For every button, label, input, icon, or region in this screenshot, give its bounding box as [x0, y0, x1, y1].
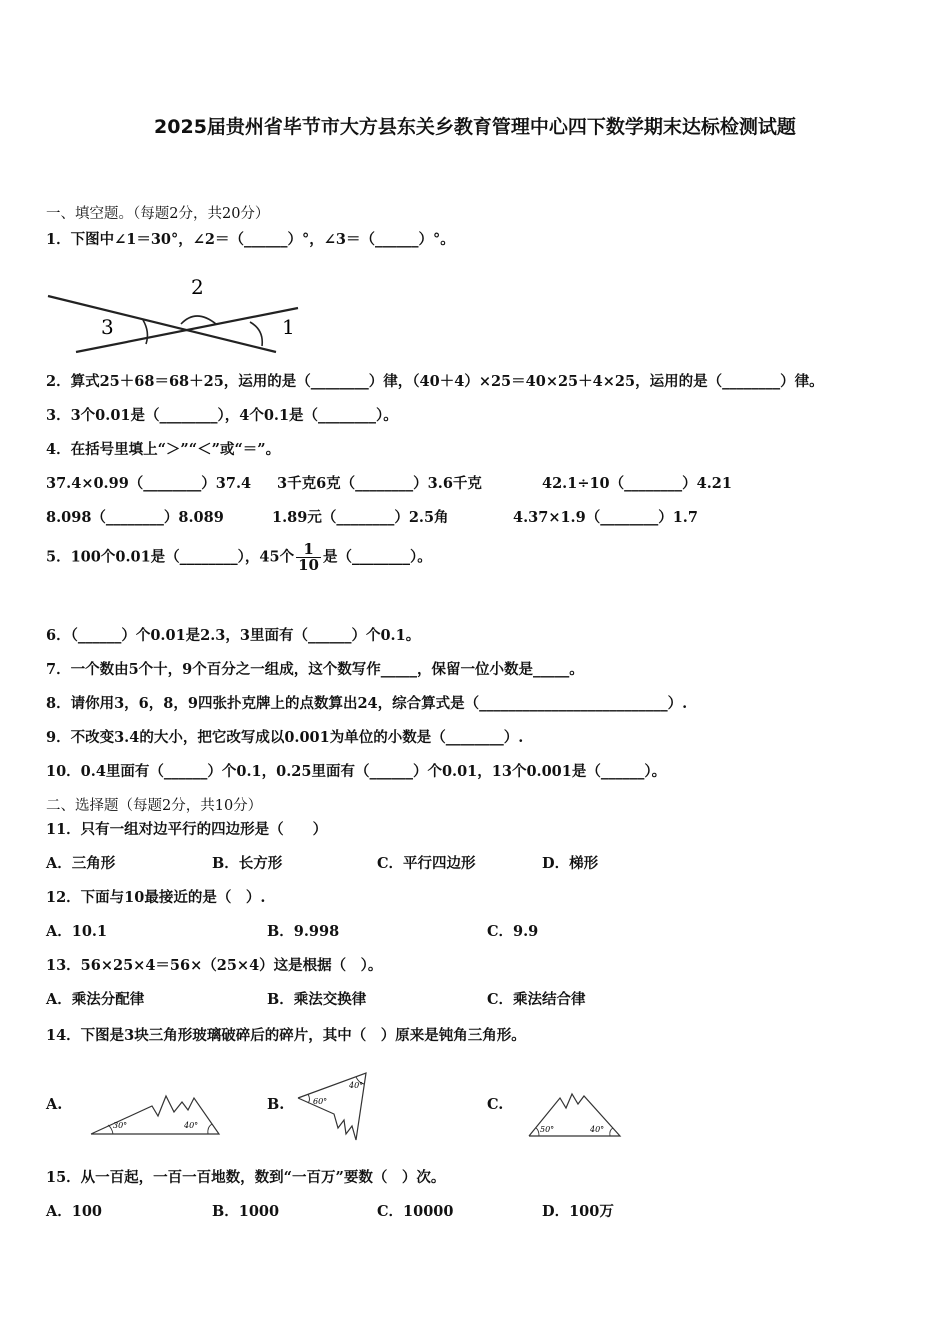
question-10: 10．0.4里面有（______）个0.1，0.25里面有（______）个0.01，13个0.001是（______）。: [46, 763, 667, 780]
angle-label: 60°: [313, 1097, 328, 1106]
question-12: 12．下面与10最接近的是（ ）.: [46, 889, 266, 906]
triangle-fragment-c: [526, 1092, 624, 1140]
question-15: 15．从一百起，一百一百地数，数到“一百万”要数（ ）次。: [46, 1169, 446, 1186]
question-14: 14．下图是3块三角形玻璃破碎后的碎片，其中（ ）原来是钝角三角形。: [46, 1027, 526, 1044]
fraction-numerator: 1: [303, 540, 314, 558]
q4-item: 37.4×0.99（________）37.4: [46, 475, 252, 492]
page-title: 2025届贵州省毕节市大方县东关乡教育管理中心四下数学期末达标检测试题: [154, 116, 796, 138]
arc-3: [143, 320, 147, 344]
q13-option-b: B．乘法交换律: [267, 991, 367, 1008]
triangle-fragment-b: [294, 1068, 376, 1144]
q4-item: 3千克6克（________）3.6千克: [277, 475, 482, 492]
question-11: 11．只有一组对边平行的四边形是（ ）: [46, 821, 328, 838]
question-9: 9．不改变3.4的大小，把它改写成以0.001为单位的小数是（________）.: [46, 729, 524, 746]
q15-option-d: D．100万: [542, 1203, 614, 1220]
q5-text-b: 是（________）。: [322, 548, 432, 566]
angle-figure: [46, 272, 302, 356]
q13-option-c: C．乘法结合律: [487, 991, 586, 1008]
q14-option-b: B.: [267, 1096, 285, 1113]
arc-1: [250, 322, 262, 346]
fraction-one-tenth: [296, 542, 321, 573]
triangle-fragment-a: [88, 1092, 222, 1138]
label-3: 3: [101, 315, 114, 339]
fraction-denominator: 10: [298, 556, 319, 574]
q11-option-a: A．三角形: [46, 855, 116, 872]
question-5: [46, 542, 432, 573]
angle-label: 30°: [113, 1121, 128, 1130]
question-3: 3．3个0.01是（________），4个0.1是（________）。: [46, 407, 398, 424]
question-1: 1．下图中∠1＝30°，∠2＝（______）°，∠3＝（______）°。: [46, 231, 455, 248]
q14-option-a: A.: [46, 1096, 63, 1113]
q13-option-a: A．乘法分配律: [46, 991, 145, 1008]
label-2: 2: [191, 275, 204, 299]
q12-option-c: C．9.9: [487, 923, 539, 940]
q4-item: 8.098（________）8.089: [46, 509, 224, 526]
q11-option-b: B．长方形: [212, 855, 283, 872]
q14-option-c: C.: [487, 1096, 504, 1113]
q15-option-b: B．1000: [212, 1203, 280, 1220]
question-8: 8．请你用3，6，8，9四张扑克牌上的点数算出24，综合算式是（__________________________）.: [46, 695, 688, 712]
angle-label: 50°: [540, 1125, 555, 1134]
q15-option-c: C．10000: [377, 1203, 454, 1220]
label-1: 1: [282, 315, 295, 339]
angle-label: 40°: [184, 1121, 199, 1130]
q11-option-d: D．梯形: [542, 855, 599, 872]
question-4: 4．在括号里填上“＞”“＜”或“＝”。: [46, 441, 281, 458]
q4-item: 42.1÷10（________）4.21: [542, 475, 732, 492]
angle-label: 40°: [590, 1125, 605, 1134]
line-a: [48, 296, 276, 352]
angle-label: 40°: [349, 1081, 364, 1090]
arc-2: [181, 316, 216, 324]
question-7: 7．一个数由5个十，9个百分之一组成，这个数写作_____，保留一位小数是_____。: [46, 661, 584, 678]
q4-item: 1.89元（________）2.5角: [272, 509, 449, 526]
q4-item: 4.37×1.9（________）1.7: [513, 509, 698, 526]
section2-heading: 二、选择题（每题2分，共10分）: [46, 798, 263, 814]
q11-option-c: C．平行四边形: [377, 855, 476, 872]
q12-option-b: B．9.998: [267, 923, 340, 940]
section1-heading: 一、填空题。（每题2分，共20分）: [46, 206, 270, 222]
question-2: 2．算式25＋68＝68＋25，运用的是（________）律，（40＋4）×25＝40×25＋4×25，运用的是（________）律。: [46, 373, 824, 390]
question-6: 6．（______）个0.01是2.3，3里面有（______）个0.1。: [46, 627, 421, 644]
question-13: 13．56×25×4＝56×（25×4）这是根据（ ）。: [46, 957, 383, 974]
q12-option-a: A．10.1: [46, 923, 108, 940]
q5-text-a: 5．100个0.01是（________），45个: [46, 548, 295, 566]
q15-option-a: A．100: [46, 1203, 103, 1220]
